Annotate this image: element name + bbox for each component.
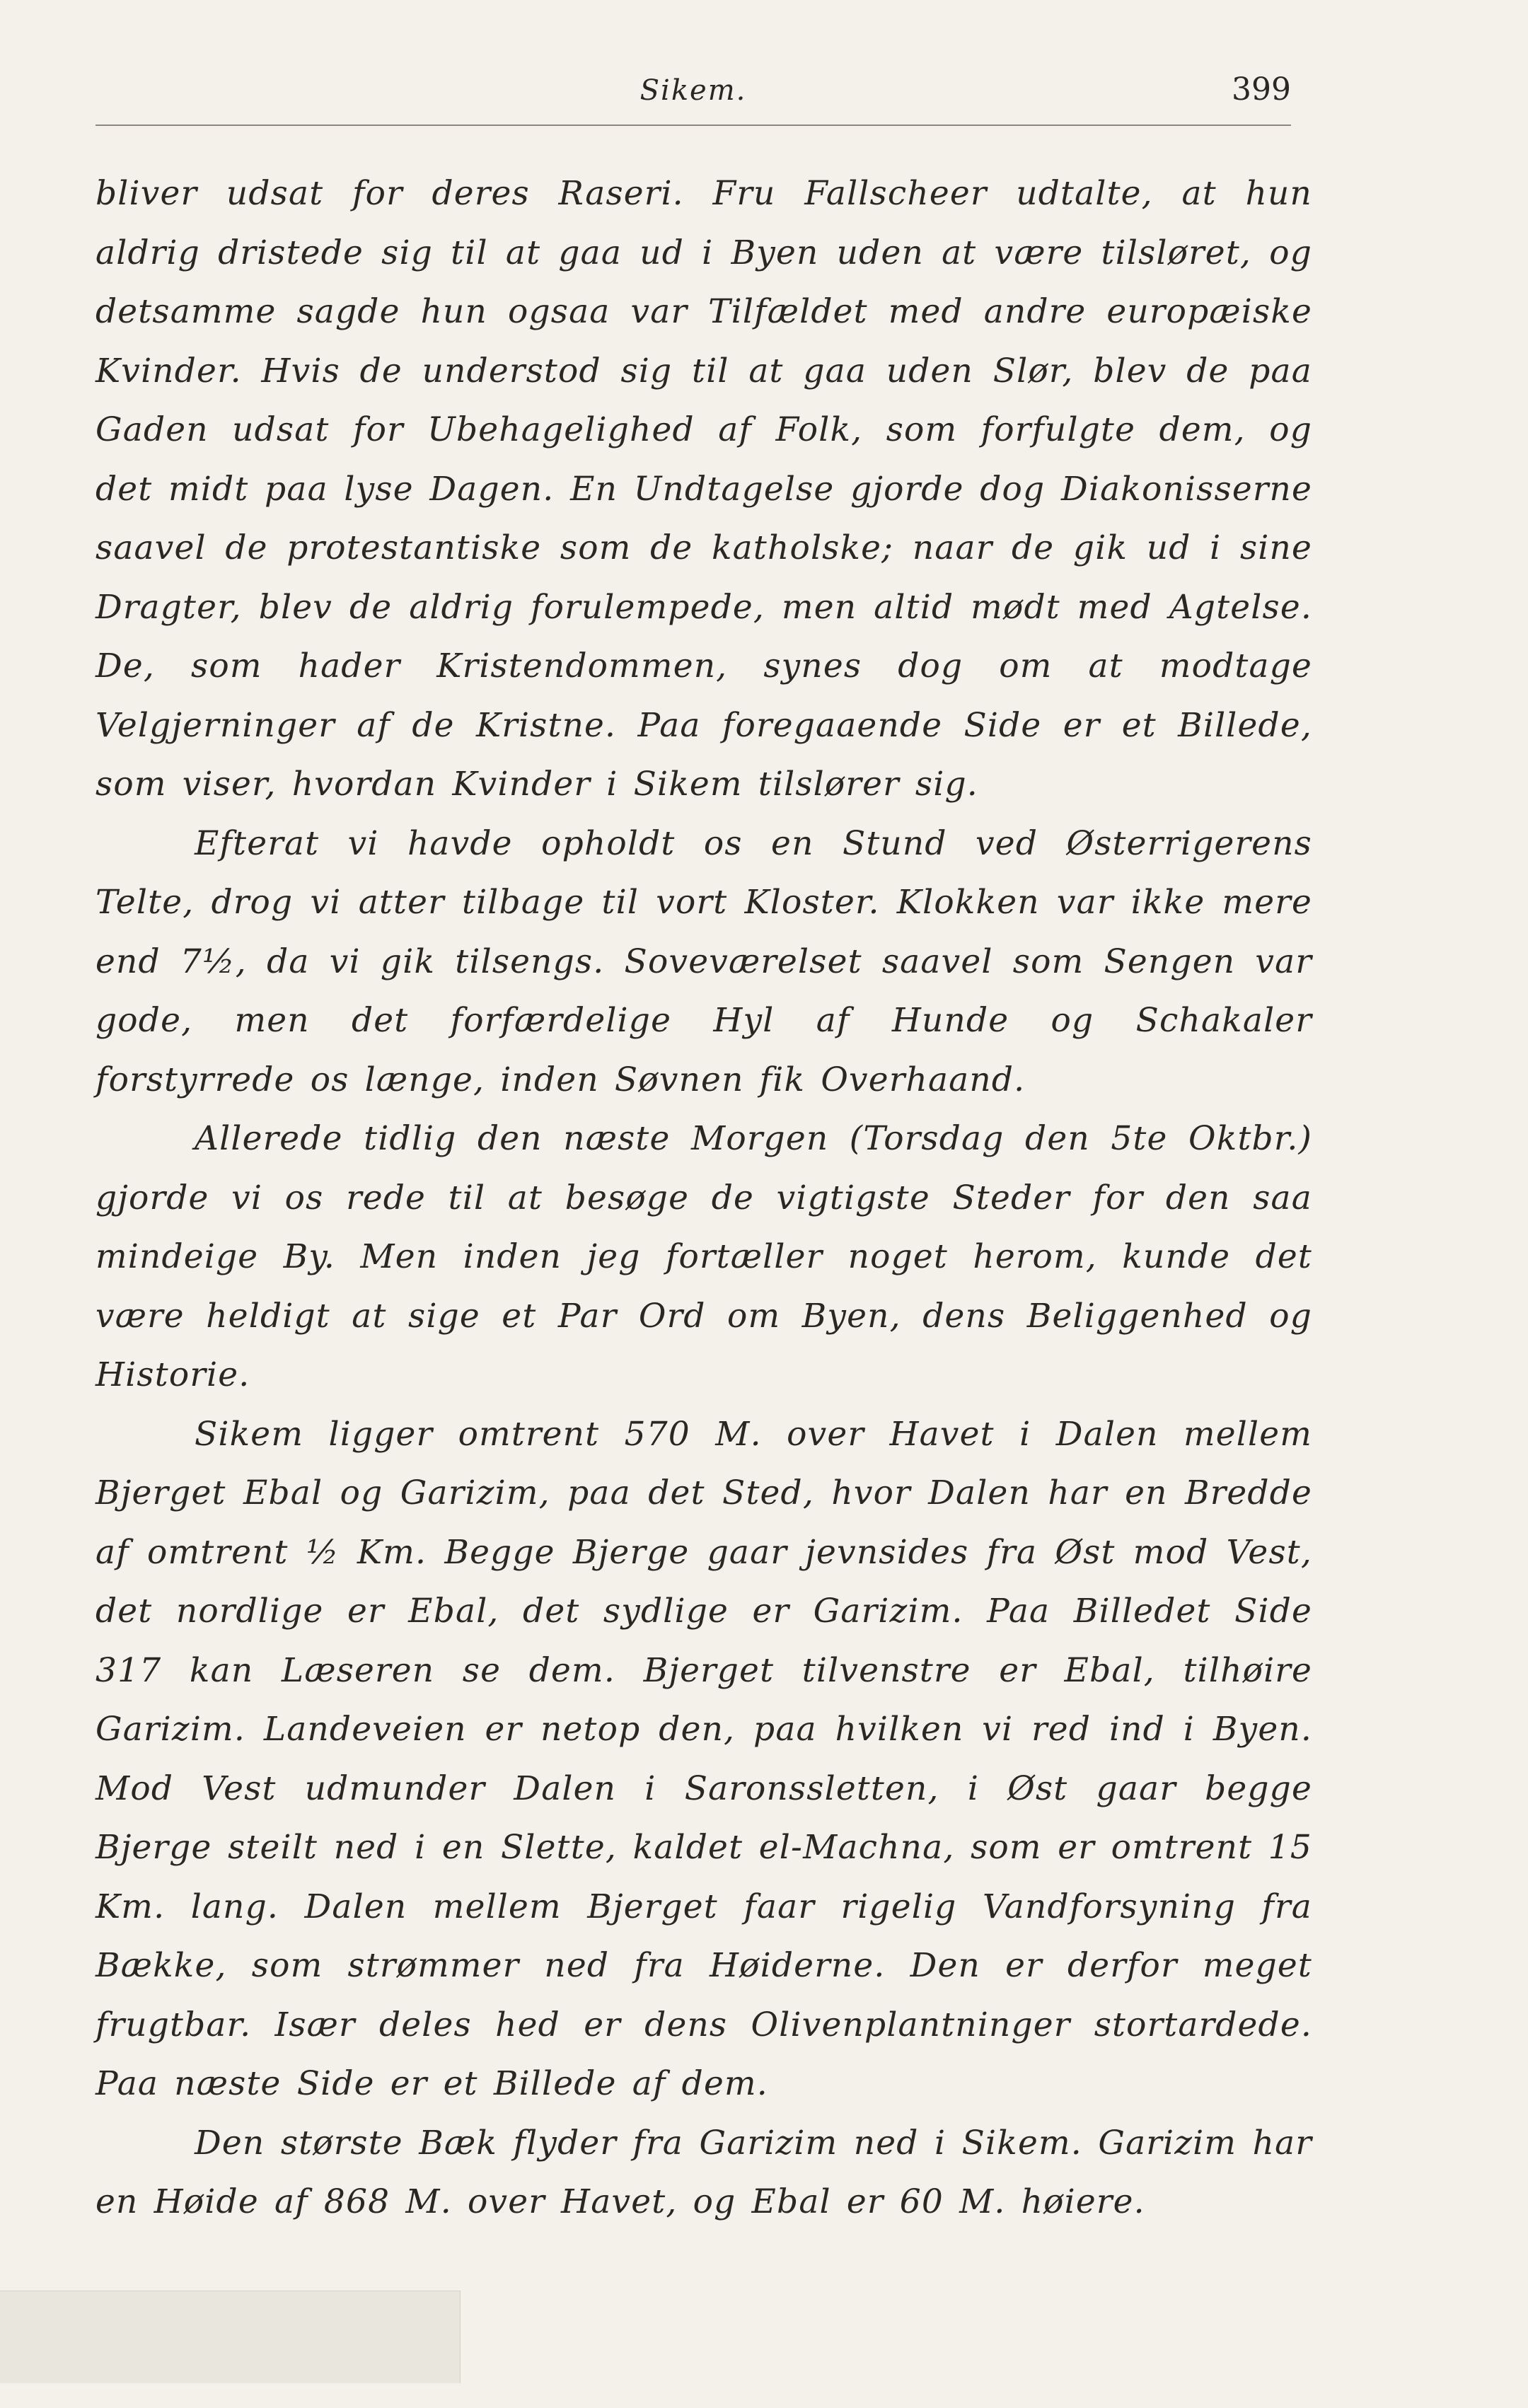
library-stamp	[0, 2291, 461, 2383]
paragraph-3: Allerede tidlig den næste Morgen (Torsdag den 5te Oktbr.) gjorde vi os rede til at besøge de vigtigste Steder for den saa mindeige By. Men inden jeg fortæller noget herom, kunde det være heldigt at sige et Par Ord om Byen, dens Beliggenhed og Historie.	[96, 1119, 1312, 1394]
paragraph-5: Den største Bæk flyder fra Garizim ned i Sikem. Garizim har en Høide af 868 M. over Havet, og Ebal er 60 M. høiere.	[96, 2123, 1312, 2221]
page-number: 399	[1232, 71, 1291, 108]
running-head	[96, 67, 1291, 124]
header-rule	[96, 125, 1291, 126]
body-text	[96, 164, 1312, 2232]
running-title: Sikem.	[639, 74, 747, 107]
paragraph-4: Sikem ligger omtrent 570 M. over Havet i Dalen mellem Bjerget Ebal og Garizim, paa det Sted, hvor Dalen har en Bredde af omtrent ½ Km. Begge Bjerge gaar jevnsides fra Øst mod Vest, det nordlige er Ebal, det sydlige er Garizim. Paa Billedet Side 317 kan Læseren se dem. Bjerget tilvenstre er Ebal, tilhøire Garizim. Landeveien er netop den, paa hvilken vi red ind i Byen. Mod Vest udmunder Dalen i Saronssletten, i Øst gaar begge Bjerge steilt ned i en Slette, kaldet el-Machna, som er omtrent 15 Km. lang. Dalen mellem Bjerget faar rigelig Vandforsyning fra Bække, som strømmer ned fra Høiderne. Den er derfor meget frugtbar. Især deles hed er dens Olivenplantninger stortardede. Paa næste Side er et Billede af dem.	[96, 1414, 1312, 2103]
paragraph-2: Efterat vi havde opholdt os en Stund ved Østerrigerens Telte, drog vi atter tilbage til vort Kloster. Klokken var ikke mere end 7½, da vi gik tilsengs. Soveværelset saavel som Sengen var gode, men det forfærdelige Hyl af Hunde og Schakaler forstyrrede os længe, inden Søvnen fik Overhaand.	[96, 823, 1312, 1099]
paragraph-1: bliver udsat for deres Raseri. Fru Fallscheer udtalte, at hun aldrig dristede sig til at gaa ud i Byen uden at være tilsløret, og detsamme sagde hun ogsaa var Tilfældet med andre europæiske Kvinder. Hvis de understod sig til at gaa uden Slør, blev de paa Gaden udsat for Ubehagelighed af Folk, som forfulgte dem, og det midt paa lyse Dagen. En Undtagelse gjorde dog Diakonisserne saavel de protestantiske som de katholske; naar de gik ud i sine Dragter, blev de aldrig forulempede, men altid mødt med Agtelse. De, som hader Kristendommen, synes dog om at modtage Velgjerninger af de Kristne. Paa foregaaende Side er et Billede, som viser, hvordan Kvinder i Sikem tilslører sig.	[96, 174, 1312, 804]
